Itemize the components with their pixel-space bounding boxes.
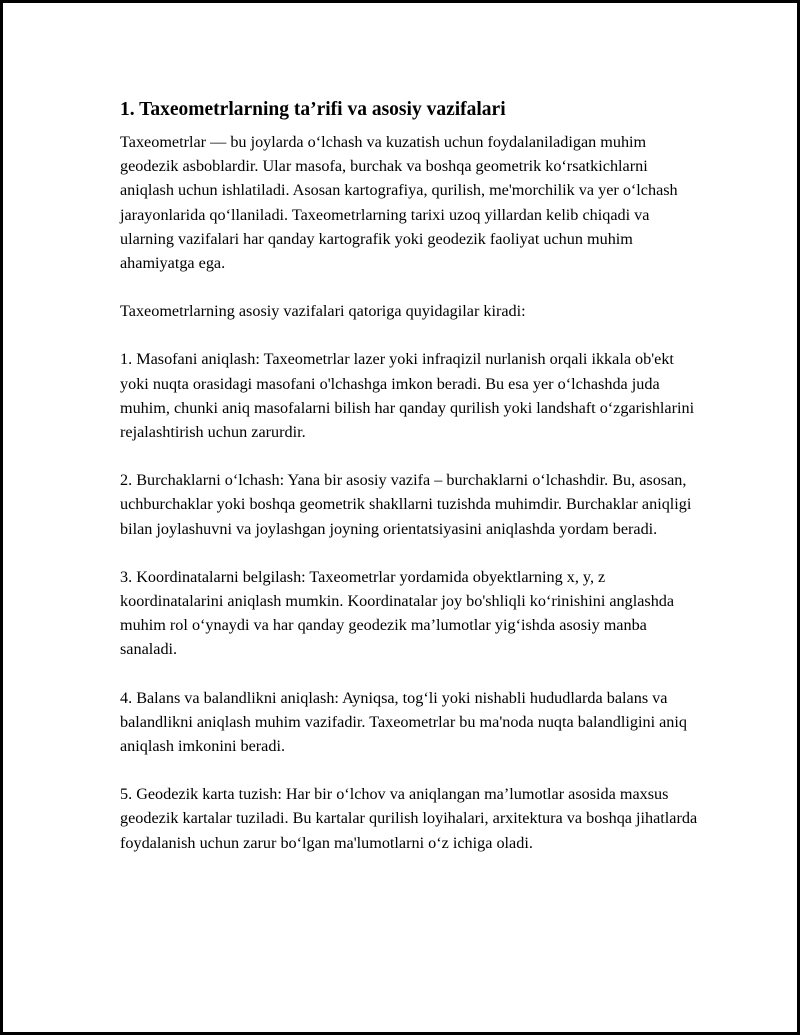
intro-paragraph: Taxeometrlar — bu joylarda o‘lchash va kuzatish uchun foydalaniladigan muhim geodezik asboblardir. Ular masofa, burchak va boshqa geometrik ko‘rsatkichlarni aniqlash uchun ishlatiladi. Asosan kartografiya, qurilish, me'morchilik va yer o‘lchash jarayonlarida qo‘llaniladi. Taxeometrlarning tarixi uzoq yillardan kelib chiqadi va ularning vazifalari har qanday kartografik yoki geodezik faoliyat uchun muhim ahamiyatga ega. [120, 133, 678, 273]
task-angles-paragraph: 2. Burchaklarni o‘lchash: Yana bir asosiy vazifa – burchaklarni o‘lchashdir. Bu, asosan, uchburchaklar yoki boshqa geometrik shakllarni tuzishda muhimdir. Burchaklar aniqligi bilan joylashuvni va joylashgan joyning orientatsiyasini aniqlashda yordam beradi. [120, 471, 692, 538]
document-body [120, 97, 700, 855]
task-distance-paragraph: 1. Masofani aniqlash: Taxeometrlar lazer yoki infraqizil nurlanish orqali ikkala ob'ekt yoki nuqta orasidagi masofani o'lchashga imkon beradi. Bu esa yer o‘lchashda juda muhim, chunki aniq masofalarni bilish har qanday qurilish yoki landshaft o‘zgarishlarini rejalashtirish uchun zarurdir. [120, 350, 695, 442]
task-elevation-paragraph: 4. Balans va balandlikni aniqlash: Ayniqsa, tog‘li yoki nishabli hududlarda balans va balandlikni aniqlash muhim vazifadir. Taxeometrlar bu ma'noda nuqta balandligini aniq aniqlash imkonini beradi. [120, 688, 687, 756]
task-coordinates-paragraph: 3. Koordinatalarni belgilash: Taxeometrlar yordamida obyektlarning x, y, z koordinatalarini aniqlash mumkin. Koordinatalar joy bo'shliqli ko‘rinishini anglashda muhim rol o‘ynaydi va har qanday geodezik ma’lumotlar yig‘ishda asosiy manba sanaladi. [120, 567, 675, 659]
tasks-intro-paragraph: Taxeometrlarning asosiy vazifalari qatoriga quyidagilar kiradi: [120, 302, 526, 321]
section-heading: 1. Taxeometrlarning ta’rifi va asosiy vazifalari [120, 99, 506, 120]
task-map-paragraph: 5. Geodezik karta tuzish: Har bir o‘lchov va aniqlangan ma’lumotlar asosida maxsus geodezik kartalar tuziladi. Bu kartalar qurilish loyihalari, arxitektura va boshqa jihatlarda foydalanish uchun zarur bo‘lgan ma'lumotlarni o‘z ichiga oladi. [120, 785, 698, 852]
